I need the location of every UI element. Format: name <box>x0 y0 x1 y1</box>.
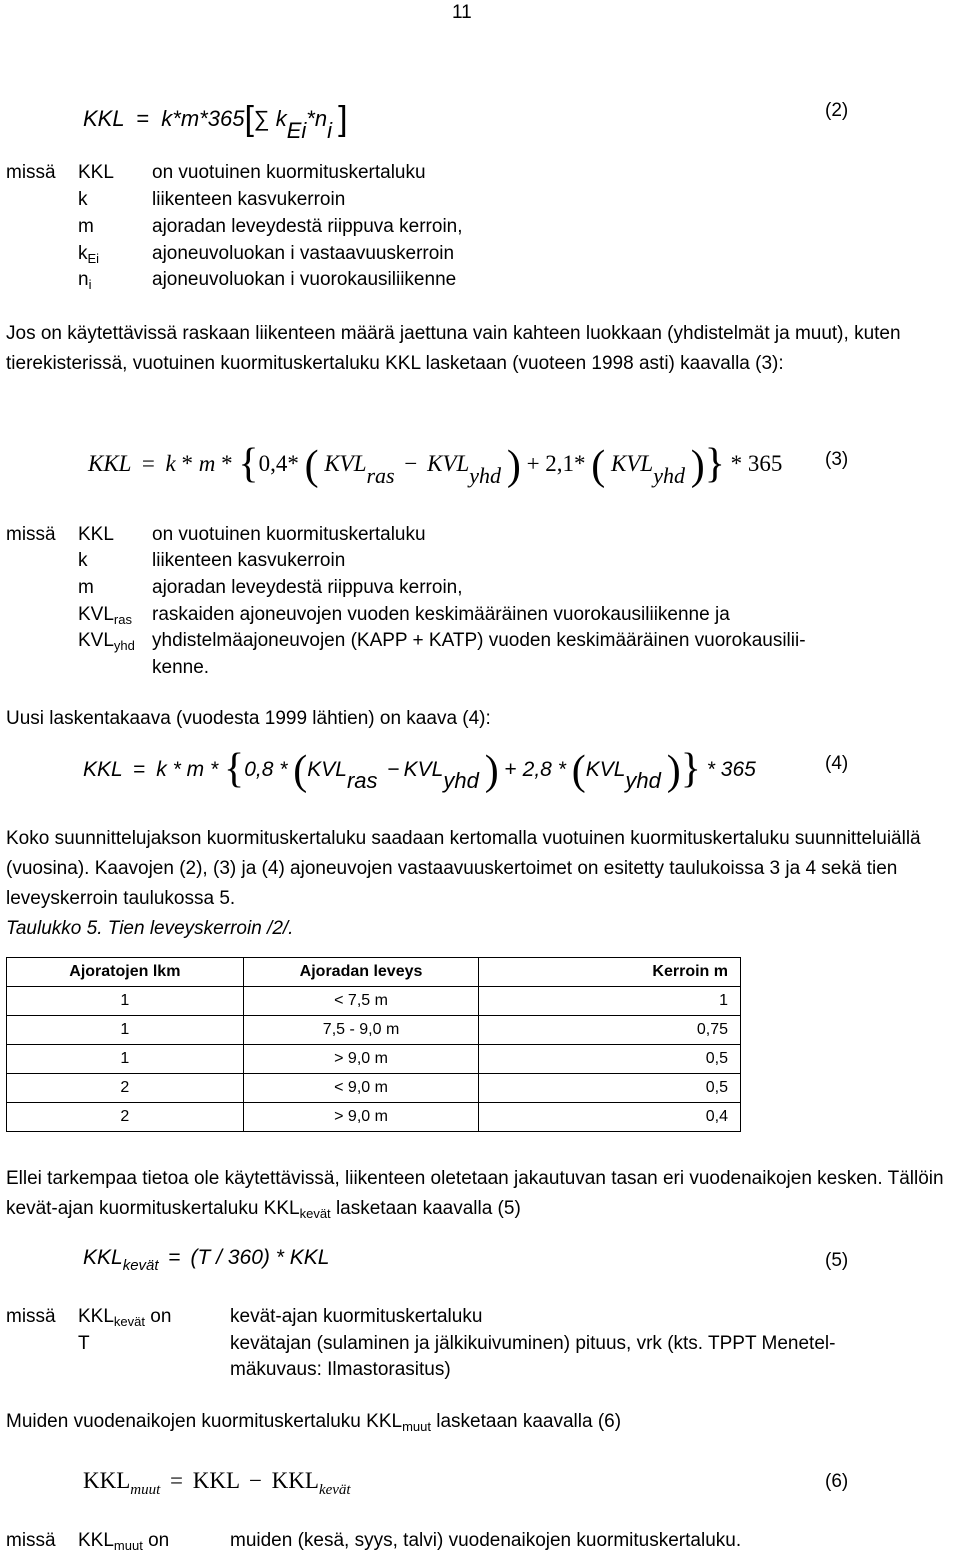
eq3-equals: = <box>141 451 155 476</box>
defs1-term-k: k <box>78 189 88 210</box>
defs2-missa: missä <box>6 524 56 545</box>
defs2-desc-k: liikenteen kasvukerroin <box>152 550 346 571</box>
eq4-lhs: KKL <box>83 758 123 781</box>
defs1-term-kei <box>78 243 99 265</box>
table-cell-factor: 0,5 <box>479 1045 741 1074</box>
eq4-open-paren-1: ( <box>293 748 308 794</box>
eq4-open-paren-2: ( <box>571 748 586 794</box>
defs3-term-kklkevat <box>78 1306 171 1328</box>
eq6-minus: − <box>248 1468 262 1493</box>
width-factor-table <box>6 957 741 1132</box>
defs4-term-base: KKL <box>78 1530 114 1551</box>
eq2-rhs: k*m*365 <box>161 106 245 131</box>
equation-2 <box>83 96 348 143</box>
table-cell-width: > 9,0 m <box>243 1045 479 1074</box>
table-row <box>7 987 741 1016</box>
eq2-sub-i: i <box>327 118 332 143</box>
paragraph-5-tail: lasketaan kaavalla (6) <box>430 1411 622 1432</box>
defs2-desc-m: ajoradan leveydestä riippuva kerroin, <box>152 577 463 598</box>
eq6-kkl-3: KKL <box>271 1468 319 1493</box>
eq3-star-3: * <box>287 451 299 476</box>
table-header-width: Ajoradan leveys <box>243 958 479 987</box>
eq2-lhs: KKL <box>83 106 125 131</box>
eq6-sub-3: kevät <box>318 1482 351 1498</box>
eq2-right-bracket: ] <box>338 100 348 138</box>
eq4-kvl-3: KVL <box>585 758 626 781</box>
eq6-sub-1: muut <box>130 1482 161 1498</box>
eq4-sub-ras: ras <box>346 768 378 793</box>
table-cell-width: 7,5 - 9,0 m <box>243 1016 479 1045</box>
eq3-sub-yhd-2: yhd <box>653 463 685 488</box>
defs1-desc-kei: ajoneuvoluokan i vastaavuuskerroin <box>152 243 455 264</box>
defs1-term-ni-sub: i <box>88 277 92 292</box>
table-cell-lanes: 1 <box>7 1045 244 1074</box>
eq4-sub-yhd-2: yhd <box>625 768 661 793</box>
defs4-term-kklmuut <box>78 1530 169 1552</box>
table-cell-factor: 1 <box>479 987 741 1016</box>
defs1-term-ni <box>78 269 91 291</box>
paragraph-5-sub: muut <box>402 1419 431 1434</box>
eq6-kkl-1: KKL <box>83 1468 131 1493</box>
defs2-term-kkl: KKL <box>78 524 114 545</box>
table-caption: Taulukko 5. Tien leveyskerroin /2/. <box>6 918 294 939</box>
eq4-c2: 2,8 <box>522 758 552 781</box>
eq4-close-brace: } <box>680 746 701 792</box>
eq4-kvl-1: KVL <box>307 758 347 781</box>
defs3-term-base: KKL <box>78 1306 114 1327</box>
defs2-term-kvlyhd-base: KVL <box>78 630 114 651</box>
defs3-term-t: T <box>78 1333 90 1354</box>
paragraph-4-sub: kevät <box>299 1206 331 1221</box>
defs1-desc-m: ajoradan leveydestä riippuva kerroin, <box>152 216 463 237</box>
defs1-term-kkl: KKL <box>78 162 114 183</box>
defs1-missa: missä <box>6 162 56 183</box>
defs2-term-kvlyhd <box>78 630 135 652</box>
defs4-missa: missä <box>6 1530 56 1551</box>
eq4-k: k <box>156 758 167 781</box>
defs4-on: on <box>148 1530 170 1551</box>
paragraph-4 <box>6 1164 956 1225</box>
eq4-tail: * 365 <box>706 758 756 781</box>
eq3-lhs: KKL <box>88 451 132 476</box>
eq4-star-1: * <box>172 758 181 781</box>
eq3-sub-ras: ras <box>366 463 395 488</box>
eq3-close-brace: } <box>704 441 725 487</box>
eq3-kvl-3: KVL <box>611 451 654 476</box>
defs3-desc-kkl: kevät-ajan kuormituskertaluku <box>230 1306 483 1327</box>
table-cell-lanes: 1 <box>7 1016 244 1045</box>
eq6-kkl-2: KKL <box>192 1468 240 1493</box>
eq5-equals: = <box>168 1246 181 1269</box>
table-row <box>7 1074 741 1103</box>
eq5-sub: kevät <box>122 1257 159 1274</box>
defs4-term-sub: muut <box>113 1538 143 1553</box>
eq3-c2: 2,1 <box>545 451 575 476</box>
table-cell-width: > 9,0 m <box>243 1103 479 1132</box>
defs2-desc-kvlyhd-cont: kenne. <box>152 657 210 678</box>
table-row <box>7 1103 741 1132</box>
defs2-desc-kvlras: raskaiden ajoneuvojen vuoden keskimääräinen vuorokausiliikenne ja <box>152 604 730 625</box>
eq4-plus: + <box>504 758 517 781</box>
paragraph-4-text: Ellei tarkempaa tietoa ole käytettävissä, liikenteen oletetaan jakautuvan tasan eri vuodenaikojen kesken. Tällöin kevät-ajan kuormituskertaluku KKL <box>6 1168 944 1219</box>
eq3-open-brace: { <box>238 441 259 487</box>
eq2-n: *n <box>306 106 328 131</box>
defs3-missa: missä <box>6 1306 56 1327</box>
defs1-term-kei-sub: Ei <box>87 251 100 266</box>
paragraph-2: Uusi laskentakaava (vuodesta 1999 lähtien) on kaava (4): <box>6 708 491 729</box>
table-cell-width: < 9,0 m <box>243 1074 479 1103</box>
table-cell-lanes: 2 <box>7 1103 244 1132</box>
eq4-star-4: * <box>557 758 566 781</box>
defs3-on: on <box>150 1306 172 1327</box>
equation-5 <box>83 1246 330 1274</box>
eq4-star-2: * <box>210 758 219 781</box>
defs1-desc-k: liikenteen kasvukerroin <box>152 189 346 210</box>
eq3-star-2: * <box>221 451 233 476</box>
eq2-equals: = <box>136 106 150 131</box>
eq3-close-paren-1: ) <box>506 443 521 489</box>
eq3-star-4: * <box>574 451 586 476</box>
eq3-number: (3) <box>825 449 849 470</box>
defs2-term-m: m <box>78 577 94 598</box>
eq5-lhs: KKL <box>83 1246 123 1269</box>
table-row <box>7 1045 741 1074</box>
defs2-term-kvlras-sub: ras <box>113 612 132 627</box>
defs1-term-ni-base: n <box>78 269 89 290</box>
paragraph-5 <box>6 1411 621 1433</box>
eq4-equals: = <box>133 758 146 781</box>
eq4-star-3: * <box>279 758 288 781</box>
eq4-c1: 0,8 <box>244 758 274 781</box>
paragraph-1: Jos on käytettävissä raskaan liikenteen määrä jaettuna vain kahteen luokkaan (yhdistelmät ja muut), kuten tierekisterissä, vuotuinen kuormituskertaluku KKL lasketaan (vuoteen 1998 asti) kaavalla (3): <box>6 323 901 374</box>
eq2-left-bracket: [ <box>244 100 254 138</box>
paragraph-4-tail: lasketaan kaavalla (5) <box>330 1198 521 1219</box>
defs2-desc-kvlyhd: yhdistelmäajoneuvojen (KAPP + KATP) vuoden keskimääräinen vuorokausilii- <box>152 630 806 651</box>
eq3-minus: − <box>404 451 418 476</box>
defs1-term-kei-base: k <box>78 243 88 264</box>
defs2-term-kvlras-base: KVL <box>78 604 114 625</box>
table-row <box>7 1016 741 1045</box>
paragraph-3: Koko suunnittelujakson kuormituskertaluku saadaan kertomalla vuotuinen kuormituskertaluku suunnitteluiällä (vuosina). Kaavojen (2), (3) ja (4) ajoneuvojen vastaavuuskertoimet on esitetty taulukoissa 3 ja 4 sekä tien leveyskerroin taulukossa 5. <box>6 828 921 909</box>
eq4-minus: − <box>387 758 400 781</box>
table-cell-lanes: 2 <box>7 1074 244 1103</box>
eq4-close-paren-2: ) <box>666 748 681 794</box>
eq4-number: (4) <box>825 753 849 774</box>
defs3-term-sub: kevät <box>113 1314 145 1329</box>
eq6-equals: = <box>170 1468 184 1493</box>
equation-4 <box>83 742 756 794</box>
eq2-k: k <box>275 106 287 131</box>
table-cell-factor: 0,75 <box>479 1016 741 1045</box>
page-number: 11 <box>452 2 472 23</box>
eq2-number: (2) <box>825 100 849 121</box>
eq2-sub-ei: Ei <box>286 118 307 143</box>
defs1-term-m: m <box>78 216 94 237</box>
eq3-open-paren-2: ( <box>591 443 606 489</box>
defs2-term-k: k <box>78 550 88 571</box>
eq3-close-paren-2: ) <box>690 443 705 489</box>
eq4-m: m <box>186 758 205 781</box>
sum-symbol: ∑ <box>253 106 270 131</box>
defs4-desc: muiden (kesä, syys, talvi) vuodenaikojen kuormituskertaluku. <box>230 1530 742 1551</box>
equation-3 <box>88 437 783 489</box>
equation-6 <box>83 1468 351 1498</box>
eq4-sub-yhd-1: yhd <box>443 768 479 793</box>
paragraph-5-text: Muiden vuodenaikojen kuormituskertaluku KKL <box>6 1411 403 1432</box>
table-header-factor: Kerroin m <box>479 958 741 987</box>
eq5-rhs: (T / 360) * KKL <box>190 1246 330 1269</box>
eq4-kvl-2: KVL <box>403 758 444 781</box>
eq3-sub-yhd-1: yhd <box>469 463 502 488</box>
table-header-row <box>7 958 741 987</box>
eq3-star-1: * <box>181 451 194 476</box>
eq3-open-paren-1: ( <box>304 443 319 489</box>
table-header-lanes: Ajoratojen lkm <box>7 958 244 987</box>
table-cell-factor: 0,5 <box>479 1074 741 1103</box>
defs2-term-kvlras <box>78 604 132 626</box>
defs1-desc-kkl: on vuotuinen kuormituskertaluku <box>152 162 426 183</box>
table-cell-lanes: 1 <box>7 987 244 1016</box>
eq3-kvl-2: KVL <box>427 451 470 476</box>
table-cell-factor: 0,4 <box>479 1103 741 1132</box>
eq4-open-brace: { <box>224 746 245 792</box>
table-cell-width: < 7,5 m <box>243 987 479 1016</box>
eq3-plus: + <box>526 451 540 476</box>
eq3-kvl-1: KVL <box>324 451 367 476</box>
eq5-number: (5) <box>825 1250 849 1271</box>
eq4-close-paren-1: ) <box>484 748 499 794</box>
eq3-c1: 0,4 <box>258 451 288 476</box>
defs1-desc-ni: ajoneuvoluokan i vuorokausiliikenne <box>152 269 457 290</box>
defs3-desc-t-cont: mäkuvaus: Ilmastorasitus) <box>230 1359 451 1380</box>
defs2-term-kvlyhd-sub: yhd <box>113 638 135 653</box>
eq3-tail: * 365 <box>730 451 783 476</box>
eq3-m: m <box>198 451 216 476</box>
eq6-number: (6) <box>825 1471 849 1492</box>
defs3-desc-t: kevätajan (sulaminen ja jälkikuivuminen) pituus, vrk (kts. TPPT Menetel- <box>230 1333 836 1354</box>
defs2-desc-kkl: on vuotuinen kuormituskertaluku <box>152 524 426 545</box>
eq3-k: k <box>165 451 176 476</box>
